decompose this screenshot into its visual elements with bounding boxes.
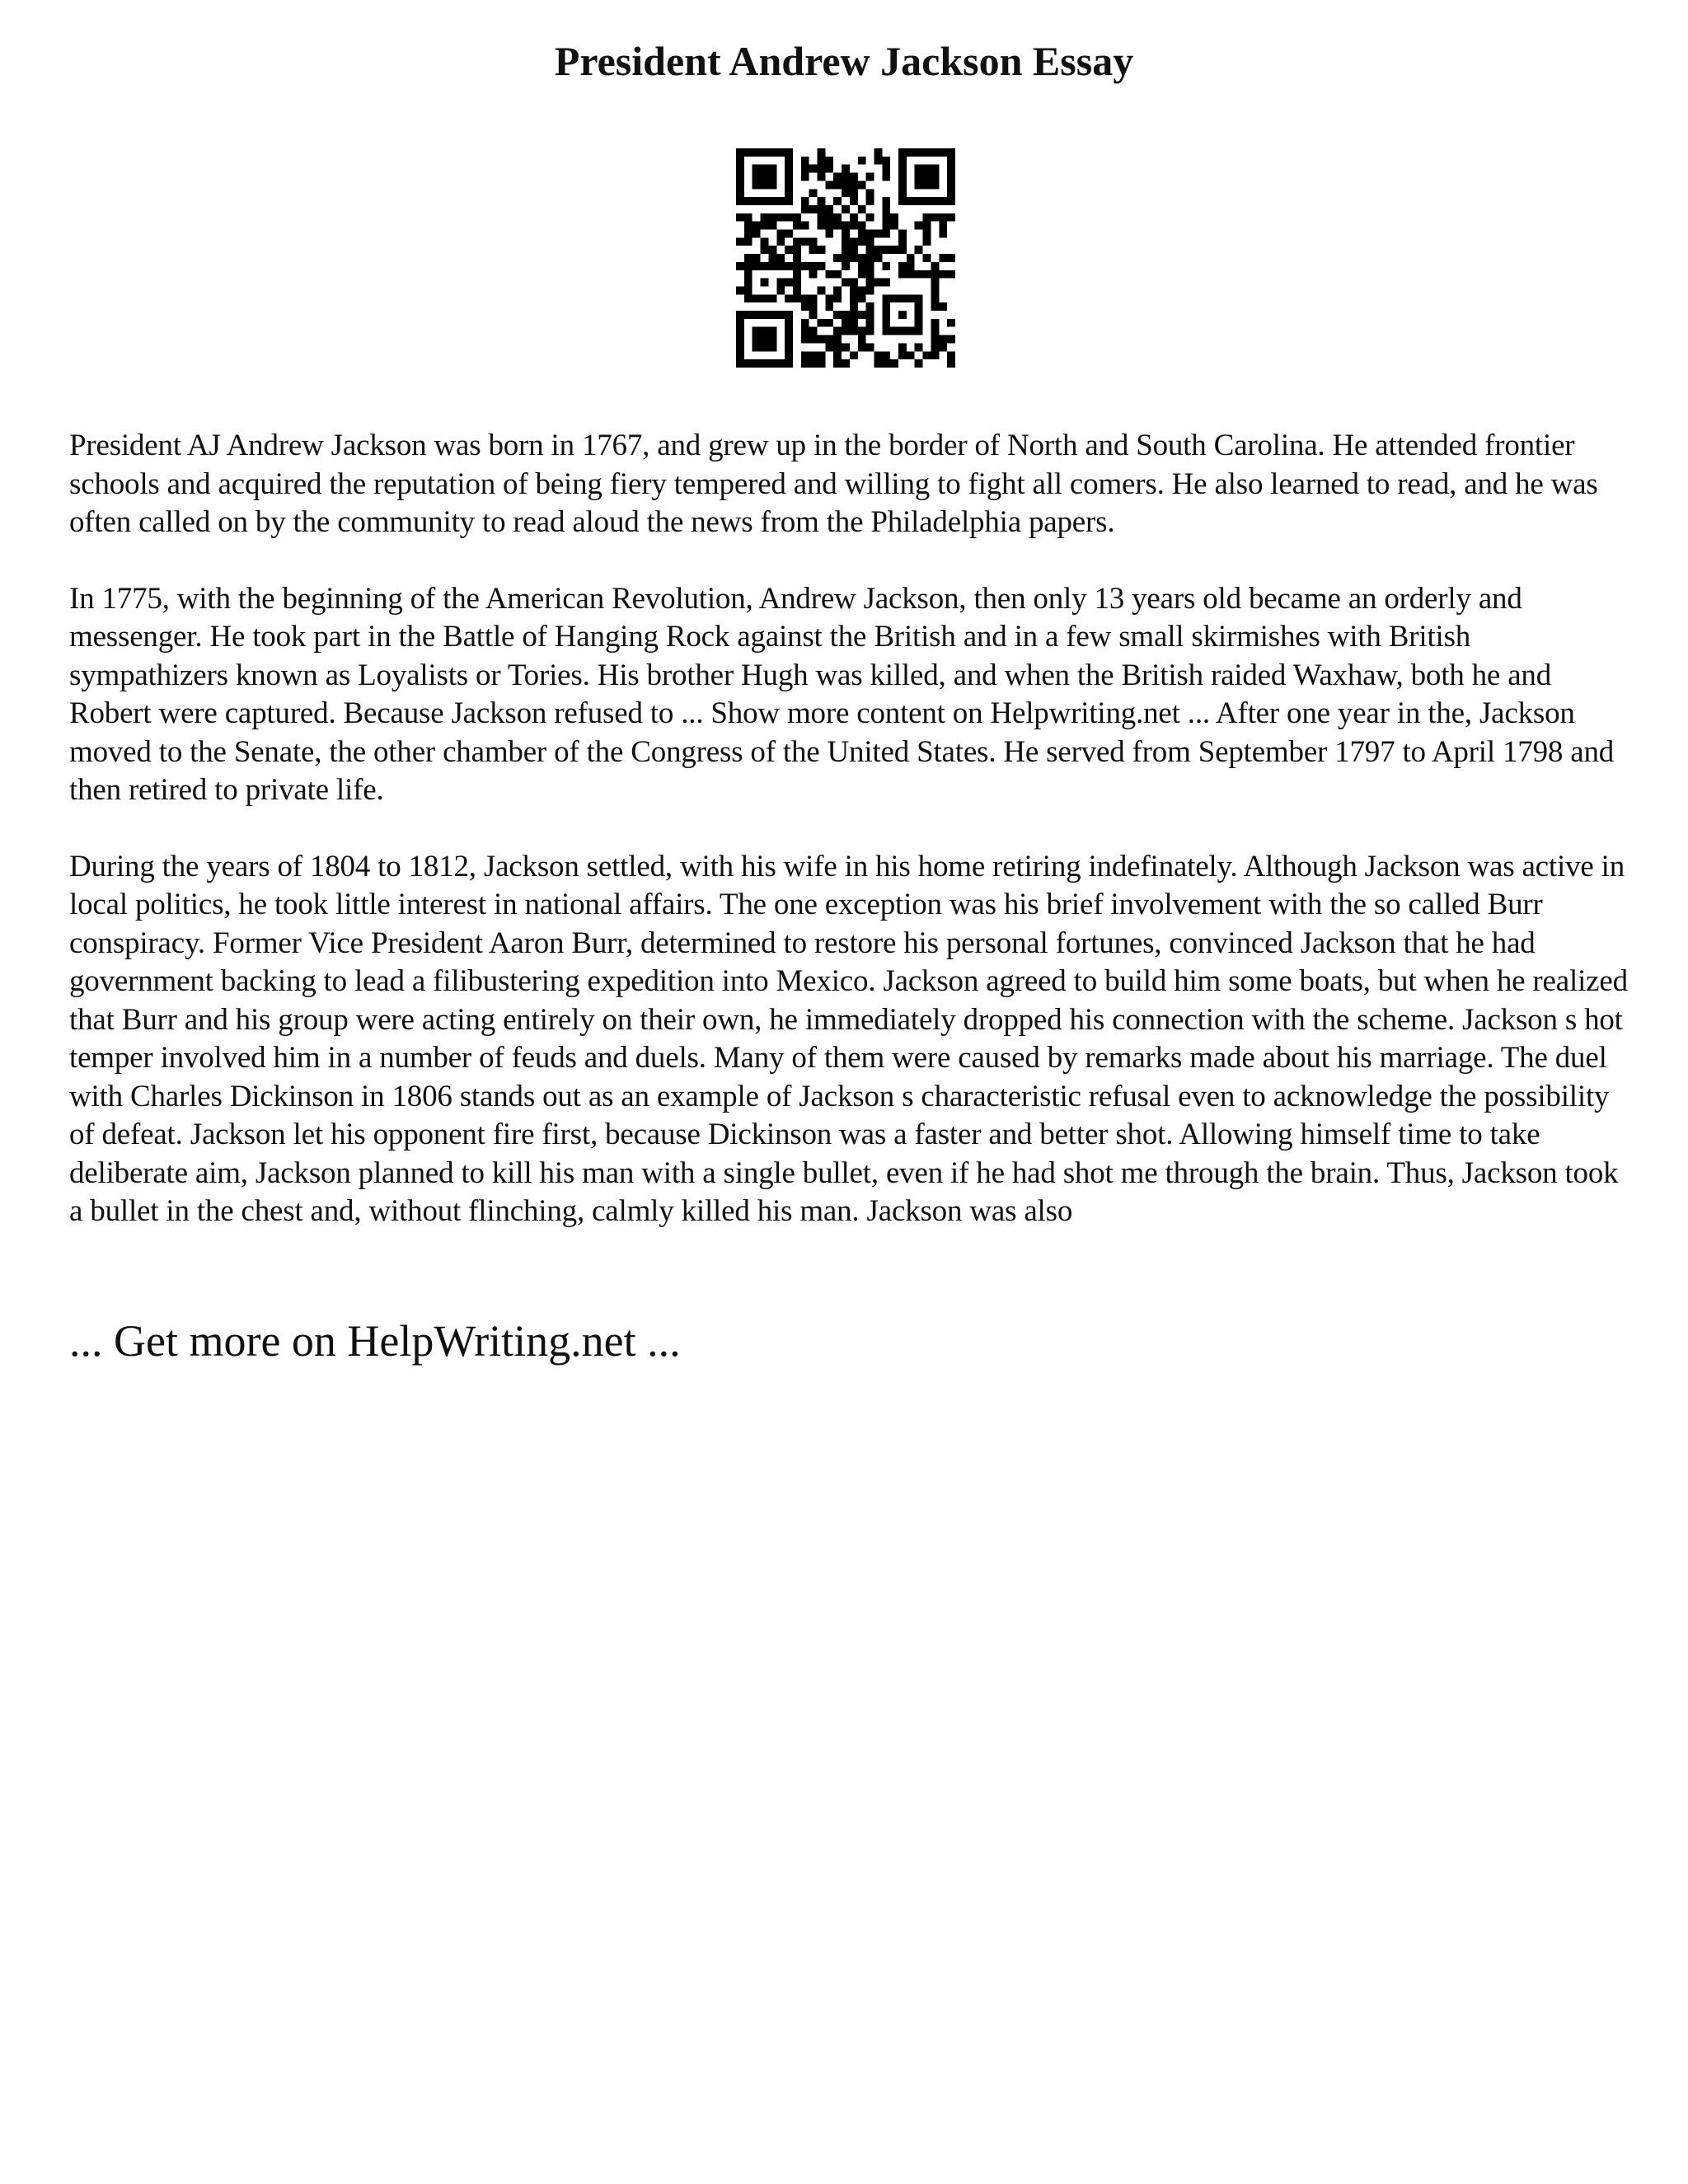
qr-code-icon: [736, 148, 955, 368]
paragraph: In 1775, with the beginning of the American Revolution, Andrew Jackson, then only 13 years old became an orderly and messenger. He took part in the Battle of Hanging Rock against the British and in a few small skirmishes with British sympathizers known as Loyalists or Tories. His brother Hugh was killed, and when the British raided Waxhaw, both he and Robert were captured. Because Jackson refused to ... Show more content on Helpwriting.net ... After one year in the, Jackson moved to the Senate, the other chamber of the Congress of the United States. He served from September 1797 to April 1798 and then retired to private life.: [69, 581, 1615, 807]
paragraph: President AJ Andrew Jackson was born in 1767, and grew up in the border of North and South Carolina. He attended frontier schools and acquired the reputation of being fiery tempered and willing to fight all comers. He also learned to read, and he was often called on by the community to read aloud the news from the Philadelphia papers.: [69, 429, 1598, 539]
get-more-link[interactable]: ... Get more on HelpWriting.net ...: [69, 1316, 681, 1366]
paragraph: During the years of 1804 to 1812, Jackson settled, with his wife in his home retiring indefinately. Although Jackson was active in local politics, he took little interest in national affairs. The one exception was his brief involvement with the so called Burr conspiracy. Former Vice President Aaron Burr, determined to restore his personal fortunes, convinced Jackson that he had government backing to lead a filibustering expedition into Mexico. Jackson agreed to build him some boats, but when he realized that Burr and his group were acting entirely on their own, he immediately dropped his connection with the scheme. Jackson s hot temper involved him in a number of feuds and duels. Many of them were caused by remarks made about his marriage. The duel with Charles Dickinson in 1806 stands out as an example of Jackson s characteristic refusal even to acknowledge the possibility of defeat. Jackson let his opponent fire first, because Dickinson was a faster and better shot. Allowing himself time to take deliberate aim, Jackson planned to kill his man with a single bullet, even if he had shot me through the brain. Thus, Jackson took a bullet in the chest and, without flinching, calmly killed his man. Jackson was also: [69, 849, 1628, 1228]
page-title: President Andrew Jackson Essay: [554, 38, 1134, 84]
essay-body: [69, 427, 1635, 1269]
